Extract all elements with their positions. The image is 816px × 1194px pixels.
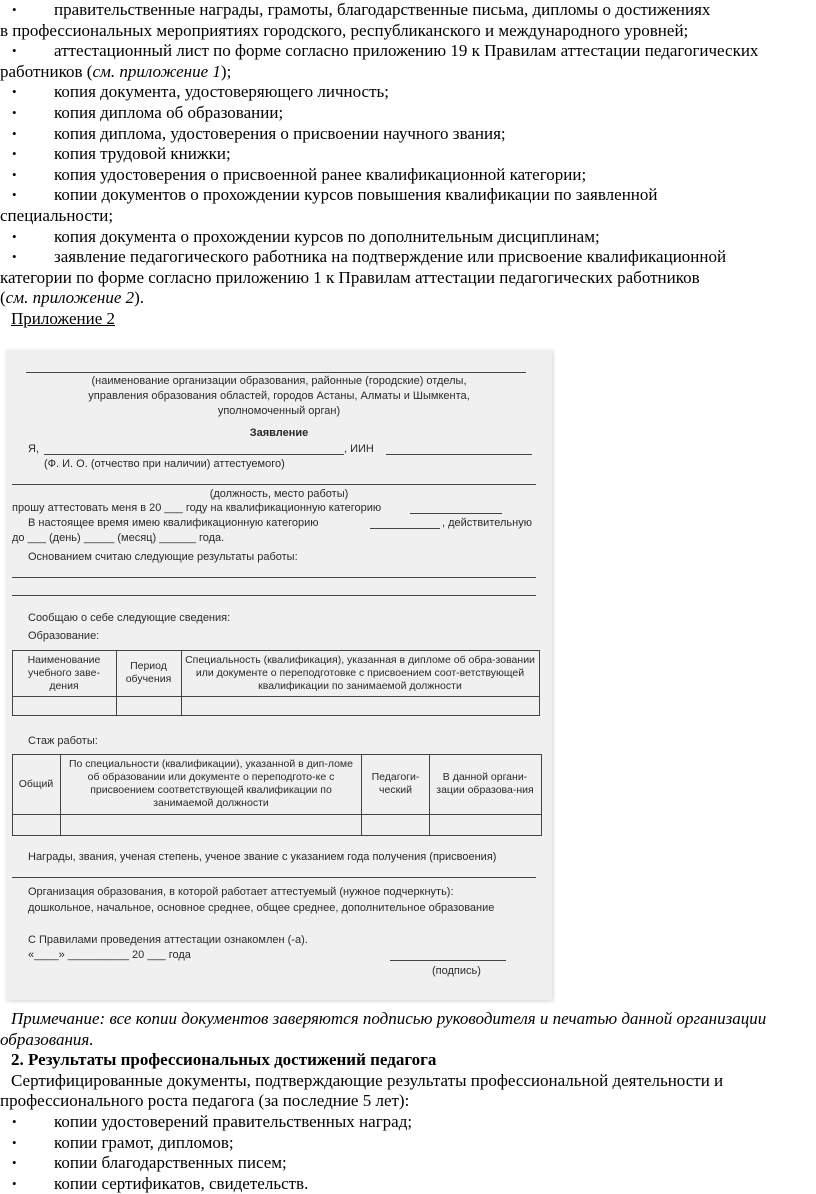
table-header-cell: По специальности (квалификации), указанной в дип-ломе об образовании или документе о переподгото-ке с присвоением соответствующей квалификации по занимаемой должности — [69, 758, 353, 809]
list-item: • копия удостоверения о присвоенной ранее квалификационной категории; — [12, 164, 587, 184]
rules-line: С Правилами проведения аттестации ознакомлен (-а). — [28, 934, 308, 946]
form-line — [12, 484, 536, 485]
valid-label: , действительную — [442, 517, 532, 529]
bullet-icon: • — [12, 1134, 17, 1150]
org-caption: уполномоченный орган) — [217, 405, 341, 417]
table-row-divider — [12, 696, 540, 697]
appendix-label: Приложение 2 — [11, 308, 115, 328]
list-item: • копия документа, удостоверяющего личность; — [12, 82, 389, 102]
bullet-icon: • — [12, 1113, 17, 1129]
section-paragraph: профессионального роста педагога (за последние 5 лет): — [0, 1091, 410, 1111]
org-caption: (наименование организации образования, районные (городские) отделы, — [91, 375, 467, 387]
list-item: • аттестационный лист по форме согласно приложению 19 к Правилам аттестации педагогических работников (см. приложение 1); — [0, 41, 759, 81]
ya-label: Я, — [28, 443, 39, 455]
form-line — [386, 454, 532, 455]
list-item: • заявление педагогического работника на подтверждение или присвоение квалификационной категории по форме согласно приложению 1 к Правилам аттестации педагогических работников (см. приложение 2). — [0, 247, 727, 308]
org-work-line: Организация образования, в которой работает аттестуемый (нужное подчеркнуть): — [28, 886, 454, 898]
education-label: Образование: — [28, 630, 100, 642]
form-line — [12, 577, 536, 578]
form-title: Заявление — [249, 427, 309, 439]
bullet-icon: • — [12, 249, 17, 265]
form-line — [12, 877, 536, 878]
list-item: • копии документов о прохождении курсов повышения квалификации по заявленной специальности; — [0, 185, 658, 225]
about-line: Сообщаю о себе следующие сведения: — [28, 612, 231, 624]
bullet-icon: • — [12, 228, 17, 244]
table-column-divider — [361, 754, 362, 836]
note-text: образования. — [0, 1029, 94, 1049]
section-title: 2. Результаты профессиональных достижений педагога — [11, 1050, 437, 1070]
bullet-icon: • — [12, 1175, 17, 1191]
list-item: • копия трудовой книжки; — [12, 144, 231, 164]
table-row-divider — [12, 814, 542, 815]
request-line: прошу аттестовать меня в 20 ___ году на квалификационную категорию — [12, 502, 382, 514]
application-form-scan — [6, 350, 552, 1000]
bullet-icon: • — [12, 1155, 17, 1171]
fio-caption: (Ф. И. О. (отчество при наличии) аттестуемого) — [44, 458, 285, 470]
signature-line — [390, 960, 506, 961]
position-caption: (должность, место работы) — [209, 488, 349, 500]
signature-caption: (подпись) — [432, 965, 481, 977]
form-line — [370, 528, 440, 529]
table-column-divider — [60, 754, 61, 836]
table-header-cell: Общий — [18, 777, 54, 790]
document-body — [0, 0, 816, 330]
table-header-cell: Период обучения — [125, 660, 172, 685]
bullet-icon: • — [12, 84, 17, 100]
table-header-cell: Специальность (квалификация), указанная в дипломе об обра-зовании или документе о переподготовке с присвоением соот-ветствующей квалификации по занимаемой должности — [185, 653, 535, 692]
table-header-cell: Наименование учебного заве-дения — [27, 653, 101, 692]
bullet-icon: • — [12, 187, 17, 203]
form-line — [12, 595, 536, 596]
list-item: • копии сертификатов, свидетельств. — [12, 1173, 309, 1193]
table-column-divider — [181, 650, 182, 716]
bullet-icon: • — [12, 125, 17, 141]
list-item: • правительственные награды, грамоты, благодарственные письма, дипломы о достижениях в профессиональных мероприятиях городского, республиканского и международного уровней; — [0, 0, 711, 40]
bullet-icon: • — [12, 2, 17, 17]
valid-until-line: до ___ (день) _____ (месяц) ______ года. — [12, 532, 225, 544]
table-column-divider — [429, 754, 430, 836]
bullet-icon: • — [12, 146, 17, 162]
list-item: • копия диплома об образовании; — [12, 102, 284, 122]
list-item: • копии грамот, дипломов; — [12, 1132, 234, 1152]
list-item: • копия диплома, удостоверения о присвоении научного звания; — [12, 123, 506, 143]
bullet-icon: • — [12, 43, 17, 59]
section-paragraph: Сертифицированные документы, подтверждающие результаты профессиональной деятельности и — [11, 1070, 724, 1090]
awards-line: Награды, звания, ученая степень, ученое звание с указанием года получения (присвоения) — [28, 851, 497, 863]
form-line — [410, 513, 502, 514]
form-line — [26, 372, 526, 373]
bullet-icon: • — [12, 104, 17, 120]
date-line: «____» __________ 20 ___ года — [28, 949, 191, 961]
current-category-line: В настоящее время имею квалификационную категорию — [28, 517, 319, 529]
table-header-cell: В данной органи-зации образова-ния — [436, 771, 534, 796]
form-line — [44, 454, 344, 455]
list-item: • копия документа о прохождении курсов по дополнительным дисциплинам; — [12, 226, 600, 246]
basis-line: Основанием считаю следующие результаты работы: — [28, 551, 298, 563]
document-body-continued — [0, 1009, 816, 1194]
bullet-icon: • — [12, 166, 17, 182]
note-text: Примечание: все копии документов заверяются подписью руководителя и печатью данной организации — [11, 1009, 767, 1028]
table-header-cell: Педагоги-ческий — [371, 771, 420, 796]
iin-label: , ИИН — [344, 443, 374, 455]
list-item: • копии удостоверений правительственных наград; — [12, 1111, 413, 1131]
org-caption: управления образования областей, городов Астаны, Алматы и Шымкента, — [88, 390, 470, 402]
org-types-line: дошкольное, начальное, основное среднее, общее среднее, дополнительное образование — [28, 902, 495, 914]
list-item: • копии благодарственных писем; — [12, 1153, 287, 1173]
table-column-divider — [116, 650, 117, 716]
experience-label: Стаж работы: — [28, 735, 98, 747]
